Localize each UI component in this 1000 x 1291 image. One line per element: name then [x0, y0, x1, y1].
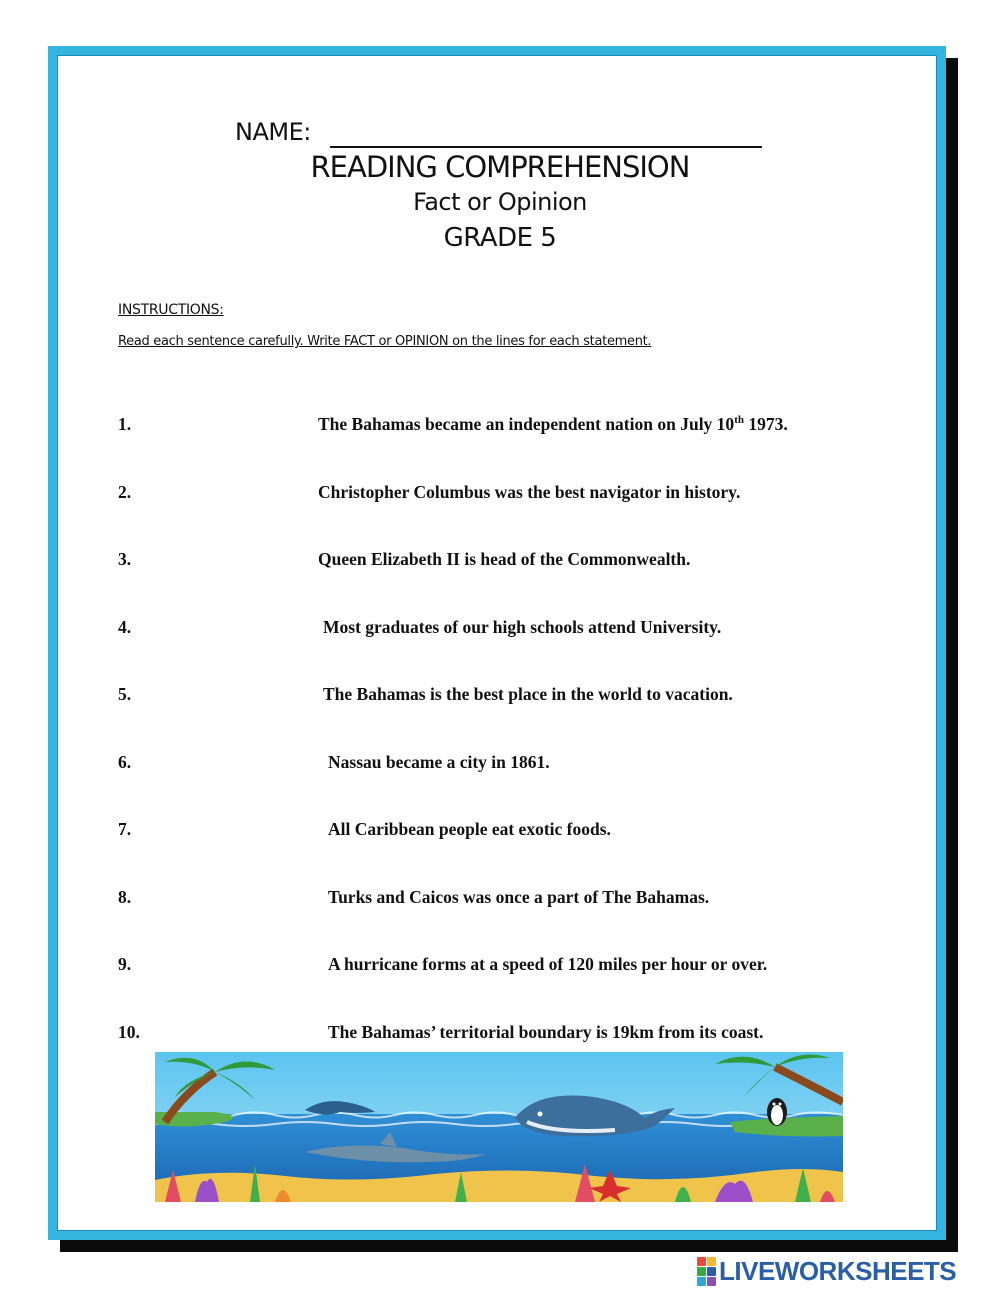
question-number: 8.	[118, 887, 132, 907]
instructions-heading: INSTRUCTIONS:	[118, 302, 224, 318]
question-number: 9.	[118, 954, 132, 974]
grade-label: GRADE 5	[443, 223, 557, 253]
question-statement: Nassau became a city in 1861.	[328, 752, 550, 772]
question-statement: A hurricane forms at a speed of 120 miles per hour or over.	[328, 954, 768, 974]
ocean-scene-illustration	[155, 1052, 843, 1202]
question-row	[0, 954, 1000, 980]
instructions-text: Read each sentence carefully. Write FACT or OPINION on the lines for each statement.	[118, 334, 652, 349]
question-row	[0, 617, 1000, 643]
question-statement: Christopher Columbus was the best navigator in history.	[318, 482, 741, 502]
question-row	[0, 887, 1000, 913]
question-statement: Most graduates of our high schools attend University.	[323, 617, 722, 637]
penguin-icon	[767, 1098, 787, 1126]
question-number: 5.	[118, 684, 132, 704]
page-subtitle: Fact or Opinion	[413, 188, 587, 216]
question-number: 4.	[118, 617, 132, 637]
question-statement: The Bahamas became an independent nation on July 10th 1973.	[318, 414, 788, 434]
question-statement: Queen Elizabeth II is head of the Commonwealth.	[318, 549, 691, 569]
question-number: 10.	[118, 1022, 140, 1042]
name-label: NAME:	[235, 118, 311, 146]
question-statement: The Bahamas’ territorial boundary is 19km from its coast.	[328, 1022, 764, 1042]
question-number: 2.	[118, 482, 132, 502]
liveworksheets-logo	[697, 1257, 956, 1285]
logo-text: LIVEWORKSHEETS	[719, 1255, 957, 1286]
question-number: 1.	[118, 414, 132, 434]
logo-blocks-icon	[697, 1257, 716, 1286]
question-statement: Turks and Caicos was once a part of The Bahamas.	[328, 887, 710, 907]
question-row	[0, 684, 1000, 710]
question-row	[0, 752, 1000, 778]
question-statement: The Bahamas is the best place in the world to vacation.	[323, 684, 733, 704]
question-row	[0, 549, 1000, 575]
question-statement: All Caribbean people eat exotic foods.	[328, 819, 611, 839]
question-number: 3.	[118, 549, 132, 569]
question-number: 6.	[118, 752, 132, 772]
question-row	[0, 819, 1000, 845]
question-row	[0, 482, 1000, 508]
question-row	[0, 1022, 1000, 1048]
question-number: 7.	[118, 819, 132, 839]
page-title: READING COMPREHENSION	[310, 150, 690, 184]
question-row	[0, 414, 1000, 440]
name-input-line[interactable]	[330, 146, 762, 148]
